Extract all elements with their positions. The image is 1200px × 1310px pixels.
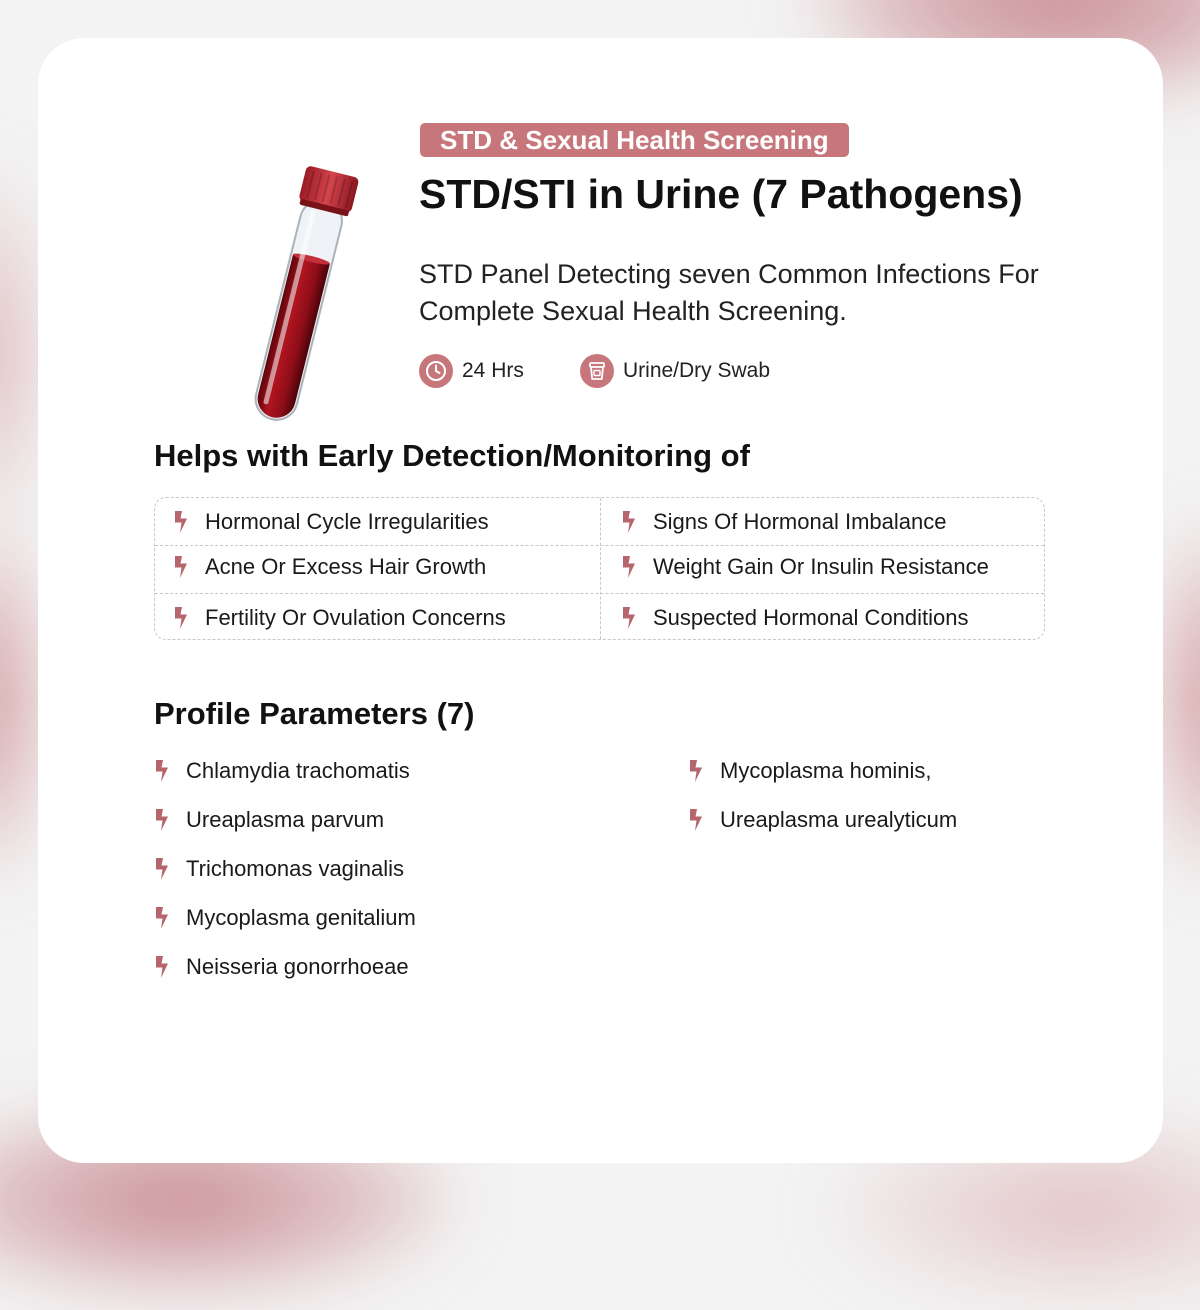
detection-item-label: Hormonal Cycle Irregularities (205, 509, 489, 534)
detection-item (173, 547, 486, 587)
parameter-item (154, 903, 416, 933)
category-badge: STD & Sexual Health Screening (420, 123, 849, 157)
lightning-bolt-icon (621, 607, 637, 629)
parameter-item (688, 756, 932, 786)
lightning-bolt-icon (688, 760, 704, 782)
page-title: STD/STI in Urine (7 Pathogens) (419, 171, 1023, 217)
parameter-item (154, 805, 384, 835)
grid-divider (600, 498, 601, 639)
grid-divider (155, 593, 1044, 594)
sample-type-text: Urine/Dry Swab (623, 359, 771, 382)
detection-item-label: Suspected Hormonal Conditions (653, 605, 969, 630)
blood-test-tube-image (228, 158, 378, 428)
detection-item (173, 502, 489, 542)
parameter-label: Trichomonas vaginalis (186, 856, 405, 881)
detection-item-label: Weight Gain Or Insulin Resistance (653, 554, 989, 579)
lightning-bolt-icon (173, 607, 189, 629)
grid-divider (155, 545, 1044, 546)
detection-heading: Helps with Early Detection/Monitoring of (154, 438, 750, 473)
parameter-item (154, 756, 410, 786)
test-description: STD Panel Detecting seven Common Infections For Complete Sexual Health Screening. (419, 259, 1039, 326)
lightning-bolt-icon (154, 858, 170, 880)
lightning-bolt-icon (154, 760, 170, 782)
detection-item (621, 547, 989, 587)
sample-type-info (580, 354, 770, 388)
detection-item-label: Signs Of Hormonal Imbalance (653, 509, 947, 534)
lightning-bolt-icon (173, 556, 189, 578)
parameter-label: Chlamydia trachomatis (186, 758, 410, 783)
lightning-bolt-icon (688, 809, 704, 831)
lightning-bolt-icon (154, 956, 170, 978)
parameter-label: Neisseria gonorrhoeae (186, 954, 409, 979)
detection-item (621, 502, 946, 542)
detection-item-label: Acne Or Excess Hair Growth (205, 554, 487, 579)
turnaround-text: 24 Hrs (462, 359, 524, 382)
parameter-label: Ureaplasma parvum (186, 807, 385, 832)
parameters-heading: Profile Parameters (7) (154, 696, 475, 731)
clock-icon (419, 354, 453, 388)
product-card (38, 38, 1163, 1163)
parameter-label: Ureaplasma urealyticum (720, 807, 958, 832)
lightning-bolt-icon (154, 809, 170, 831)
lightning-bolt-icon (173, 511, 189, 533)
detection-item-label: Fertility Or Ovulation Concerns (205, 605, 506, 630)
detection-item (173, 598, 506, 638)
lightning-bolt-icon (621, 556, 637, 578)
urine-cup-icon (580, 354, 614, 388)
turnaround-info (419, 354, 524, 388)
parameter-item (688, 805, 957, 835)
parameter-item (154, 854, 404, 884)
parameter-label: Mycoplasma hominis, (720, 758, 932, 783)
detection-grid (154, 497, 1045, 640)
detection-item (621, 598, 969, 638)
lightning-bolt-icon (621, 511, 637, 533)
lightning-bolt-icon (154, 907, 170, 929)
parameter-item (154, 952, 409, 982)
parameter-label: Mycoplasma genitalium (186, 905, 416, 930)
